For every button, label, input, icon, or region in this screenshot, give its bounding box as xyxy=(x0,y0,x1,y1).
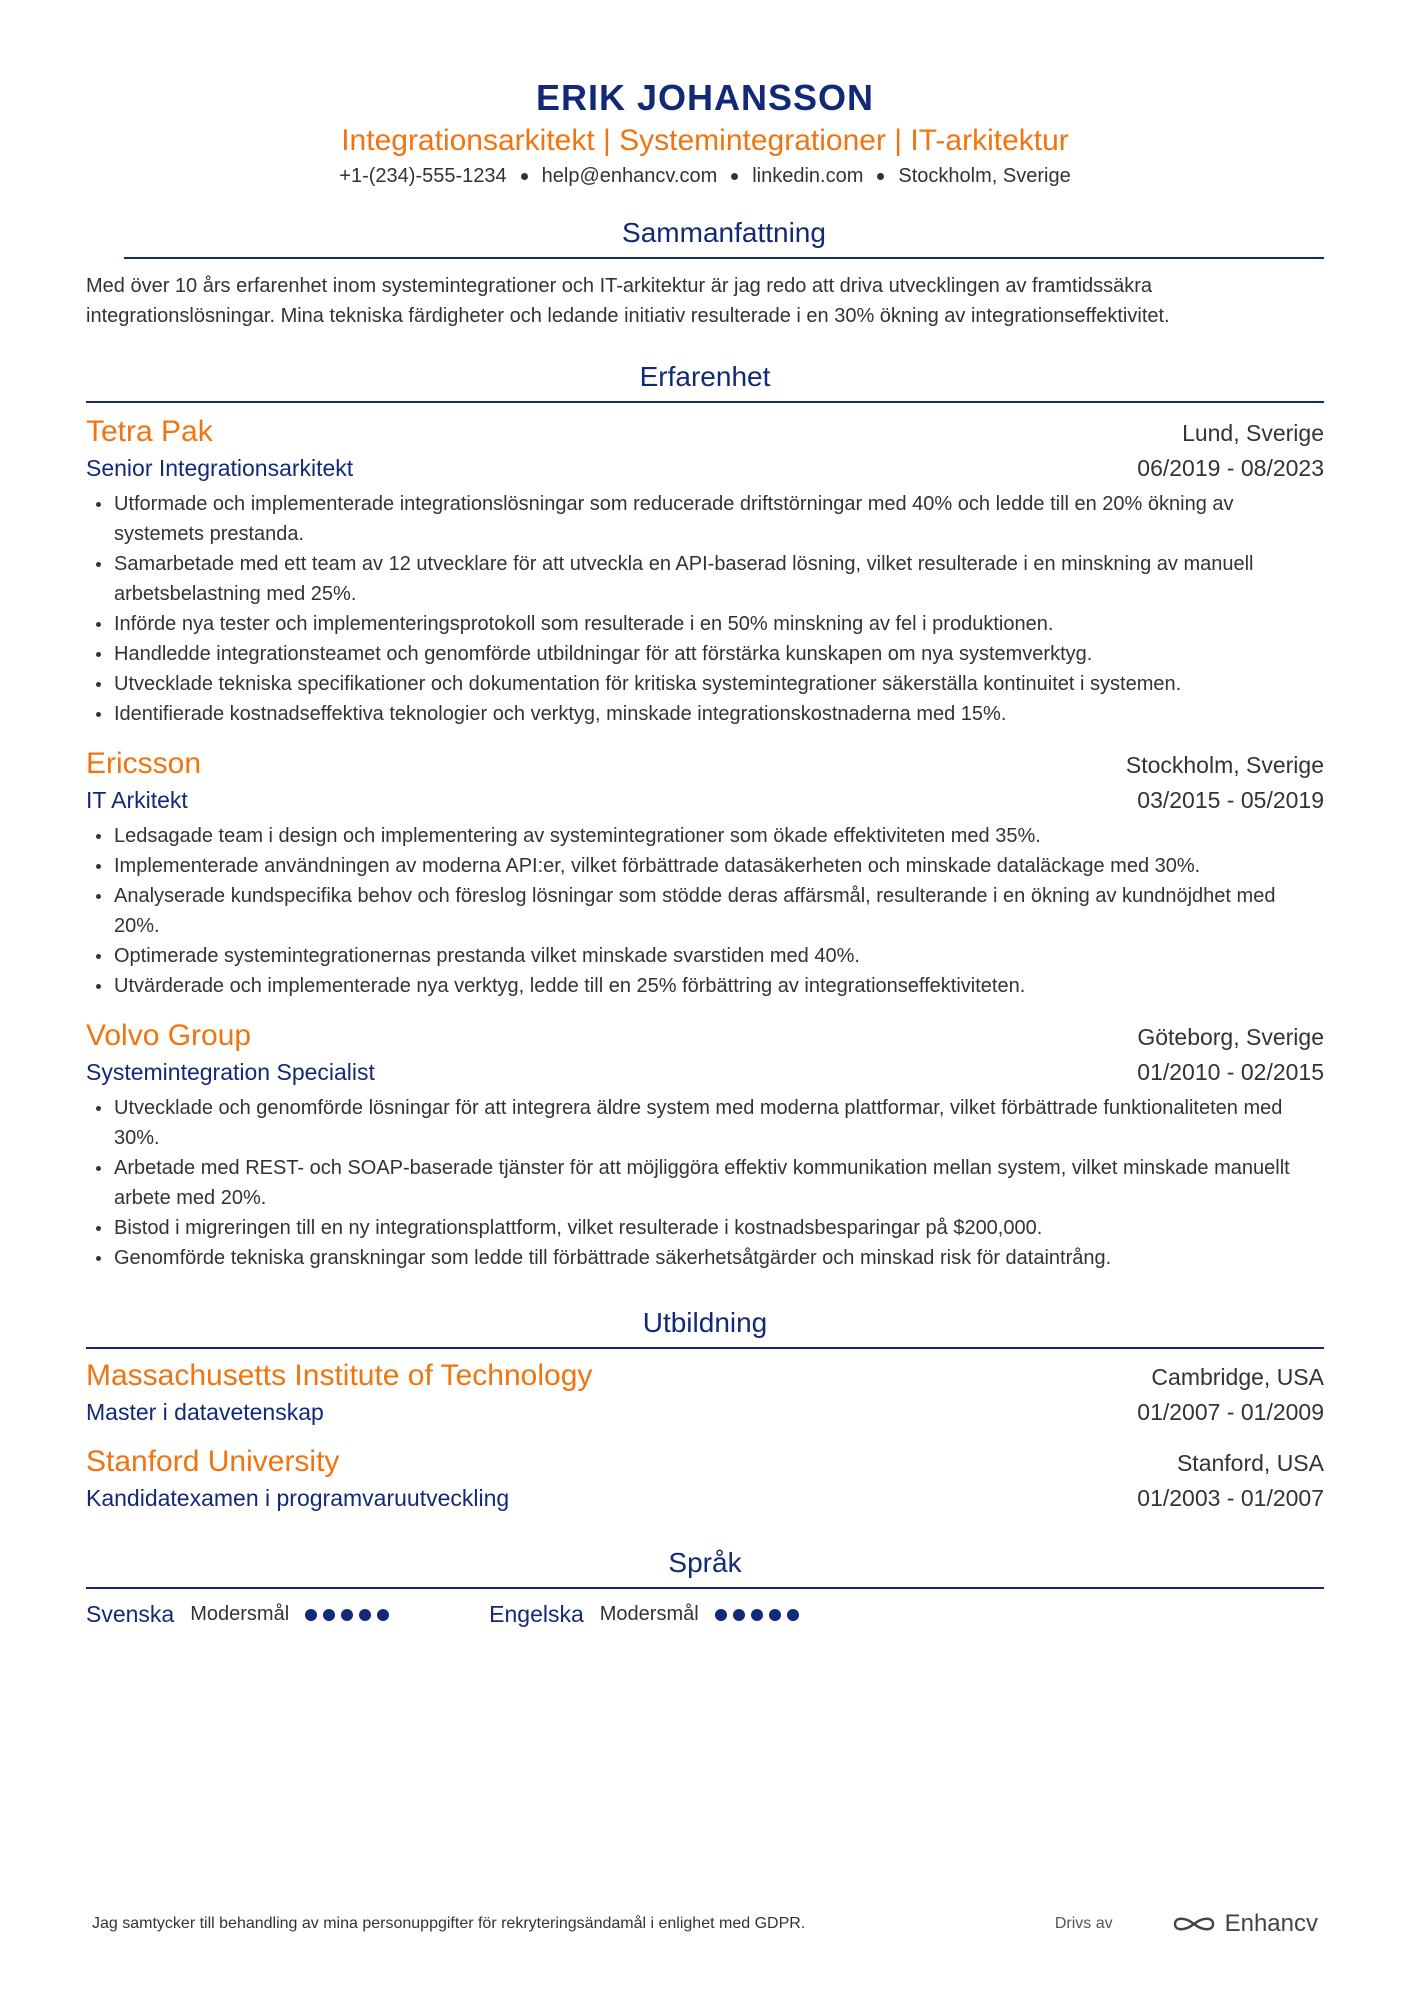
gdpr-consent: Jag samtycker till behandling av mina personuppgifter för rekryteringsändamål i enlighet med GDPR. xyxy=(92,1915,806,1932)
job-entry xyxy=(86,745,1324,1001)
school-location: Stanford, USA xyxy=(1176,1450,1324,1476)
experience-section xyxy=(86,357,1324,1273)
job-dates: 03/2015 - 05/2019 xyxy=(1137,787,1324,813)
resume-header xyxy=(86,75,1324,191)
education-entry xyxy=(86,1357,1324,1429)
rating-dot xyxy=(305,1609,317,1621)
education-entry xyxy=(86,1443,1324,1515)
job-location: Stockholm, Sverige xyxy=(1125,752,1324,778)
candidate-title: Integrationsarkitekt | Systemintegrationer | IT-arkitektur xyxy=(341,124,1069,157)
language-rating xyxy=(715,1609,799,1621)
company-name: Volvo Group xyxy=(86,1019,252,1052)
job-role: Systemintegration Specialist xyxy=(86,1059,375,1085)
education-dates: 01/2003 - 01/2007 xyxy=(1137,1485,1324,1511)
job-location: Göteborg, Sverige xyxy=(1137,1024,1324,1050)
bullet-item: Utvecklade tekniska specifikationer och dokumentation för kritiska systemintegrationer säkerställa kontinuitet i systemen. xyxy=(86,669,1324,699)
section-heading-summary: Sammanfattning xyxy=(124,213,1324,259)
job-location: Lund, Sverige xyxy=(1182,420,1324,446)
bullet-item: Ledsagade team i design och implementering av systemintegrationer som ökade effektiviteten med 35%. xyxy=(86,821,1324,851)
job-role: Senior Integrationsarkitekt xyxy=(86,455,354,481)
rating-dot xyxy=(323,1609,335,1621)
job-dates: 06/2019 - 08/2023 xyxy=(1137,455,1324,481)
languages-list xyxy=(86,1601,1324,1628)
phone: +1-(234)-555-1234 xyxy=(339,165,507,187)
brand-name: Enhancv xyxy=(1224,1910,1318,1937)
job-bullets xyxy=(86,821,1324,1001)
rating-dot xyxy=(787,1609,799,1621)
bullet-item: Identifierade kostnadseffektiva teknologier och verktyg, minskade integrationskostnaderna med 15%. xyxy=(86,699,1324,729)
language-name: Svenska xyxy=(86,1601,175,1627)
bullet-item: Genomförde tekniska granskningar som ledde till förbättrade säkerhetsåtgärder och minskad risk för dataintrång. xyxy=(86,1243,1324,1273)
bullet-item: Utformade och implementerade integrationslösningar som reducerade driftstörningar med 40% och ledde till en 20% ökning av systemets prestanda. xyxy=(86,489,1324,549)
candidate-name: ERIK JOHANSSON xyxy=(535,77,875,118)
summary-text: Med över 10 års erfarenhet inom systemintegrationer och IT-arkitektur är jag redo att driva utvecklingen av framtidssäkra integrationslösningar. Mina tekniska färdigheter och ledande initiativ resulterade i en 30% ökning av integrationseffektivitet. xyxy=(86,275,1170,327)
languages-section xyxy=(86,1543,1324,1628)
job-bullets xyxy=(86,489,1324,729)
job-role: IT Arkitekt xyxy=(86,787,188,813)
bullet-item: Utvecklade och genomförde lösningar för att integrera äldre system med moderna plattformar, vilket förbättrade funktionaliteten med 30%. xyxy=(86,1093,1324,1153)
section-heading-languages: Språk xyxy=(86,1543,1324,1589)
language-rating xyxy=(305,1609,389,1621)
location: Stockholm, Sverige xyxy=(898,165,1071,187)
bullet-item: Optimerade systemintegrationernas prestanda vilket minskade svarstiden med 40%. xyxy=(86,941,1324,971)
separator-dot xyxy=(731,173,738,180)
rating-dot xyxy=(769,1609,781,1621)
language-level: Modersmål xyxy=(190,1603,290,1625)
bullet-item: Införde nya tester och implementeringsprotokoll som resulterade i en 50% minskning av fel i produktionen. xyxy=(86,609,1324,639)
degree: Master i datavetenskap xyxy=(86,1399,324,1425)
education-dates: 01/2007 - 01/2009 xyxy=(1137,1399,1324,1425)
rating-dot xyxy=(359,1609,371,1621)
enhancv-logo-icon xyxy=(1171,1913,1217,1935)
contact-line xyxy=(86,161,1324,191)
bullet-item: Handledde integrationsteamet och genomförde utbildningar för att förstärka kunskapen om nya systemverktyg. xyxy=(86,639,1324,669)
job-dates: 01/2010 - 02/2015 xyxy=(1137,1059,1324,1085)
summary-section xyxy=(86,213,1324,331)
rating-dot xyxy=(341,1609,353,1621)
language-item xyxy=(86,1601,389,1628)
bullet-item: Bistod i migreringen till en ny integrationsplattform, vilket resulterade i kostnadsbesparingar på $200,000. xyxy=(86,1213,1324,1243)
rating-dot xyxy=(377,1609,389,1621)
footer xyxy=(92,1910,1318,1938)
rating-dot xyxy=(733,1609,745,1621)
company-name: Tetra Pak xyxy=(86,415,213,448)
degree: Kandidatexamen i programvaruutveckling xyxy=(86,1485,510,1511)
company-name: Ericsson xyxy=(86,747,202,780)
rating-dot xyxy=(715,1609,727,1621)
school-name: Stanford University xyxy=(86,1445,340,1478)
job-bullets xyxy=(86,1093,1324,1273)
section-heading-experience: Erfarenhet xyxy=(86,357,1324,403)
enhancv-logo[interactable] xyxy=(1171,1910,1318,1938)
separator-dot xyxy=(877,173,884,180)
bullet-item: Utvärderade och implementerade nya verktyg, ledde till en 25% förbättring av integrationseffektiviteten. xyxy=(86,971,1324,1001)
job-entry xyxy=(86,413,1324,729)
powered-by: Drivs av xyxy=(1054,1915,1113,1932)
language-level: Modersmål xyxy=(599,1603,699,1625)
bullet-item: Analyserade kundspecifika behov och föreslog lösningar som stödde deras affärsmål, resulterande i en ökning av kundnöjdhet med 20%. xyxy=(86,881,1324,941)
education-section xyxy=(86,1303,1324,1515)
section-heading-education: Utbildning xyxy=(86,1303,1324,1349)
job-entry xyxy=(86,1017,1324,1273)
school-location: Cambridge, USA xyxy=(1151,1364,1324,1390)
bullet-item: Implementerade användningen av moderna API:er, vilket förbättrade datasäkerheten och minskade dataläckage med 30%. xyxy=(86,851,1324,881)
bullet-item: Arbetade med REST- och SOAP-baserade tjänster för att möjliggöra effektiv kommunikation mellan system, vilket minskade manuellt arbete med 20%. xyxy=(86,1153,1324,1213)
school-name: Massachusetts Institute of Technology xyxy=(86,1359,593,1392)
rating-dot xyxy=(751,1609,763,1621)
language-name: Engelska xyxy=(489,1601,584,1627)
email[interactable]: help@enhancv.com xyxy=(541,165,718,187)
linkedin[interactable]: linkedin.com xyxy=(752,165,864,187)
separator-dot xyxy=(521,173,528,180)
language-item xyxy=(489,1601,799,1628)
bullet-item: Samarbetade med ett team av 12 utvecklare för att utveckla en API-baserad lösning, vilket resulterade i en minskning av manuell arbetsbelastning med 25%. xyxy=(86,549,1324,609)
